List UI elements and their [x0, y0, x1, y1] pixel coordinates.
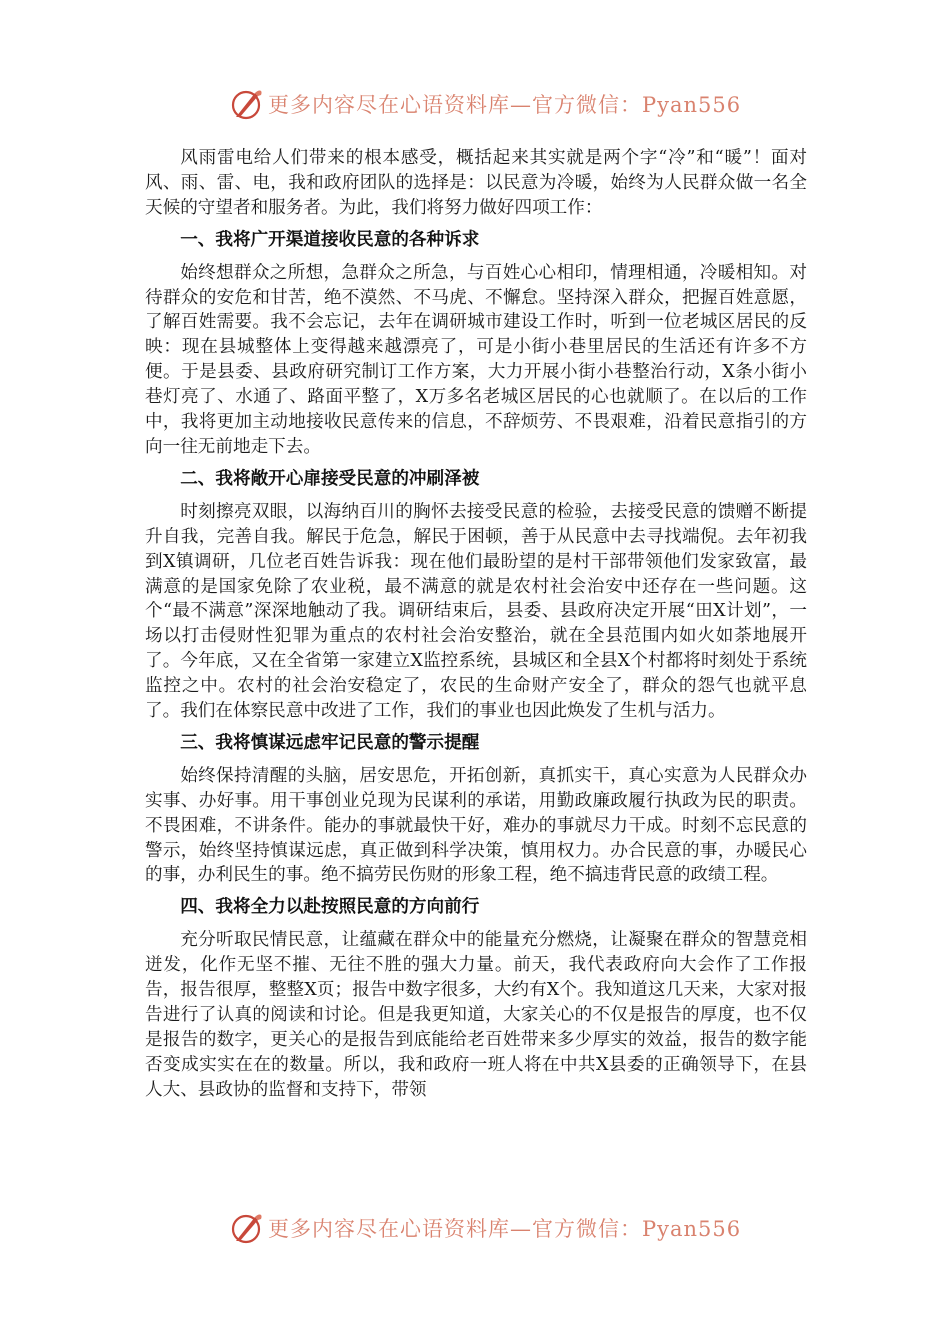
header-watermark	[228, 84, 748, 124]
section-body-3: 始终保持清醒的头脑，居安思危，开拓创新，真抓实干，真心实意为人民群众办实事、办好事。用干事创业兑现为民谋利的承诺，用勤政廉政履行执政为民的职责。不畏困难，不讲条件。能办的事就最快干好，难办的事就尽力干成。时刻不忘民意的警示，始终坚持慎谋远虑，真正做到科学决策，慎用权力。办合民意的事，办暖民心的事，办利民生的事。绝不搞劳民伤财的形象工程，绝不搞违背民意的政绩工程。	[145, 765, 807, 886]
section-heading-3: 三、我将慎谋远虑牢记民意的警示提醒	[180, 732, 480, 753]
footer-watermark	[228, 1208, 748, 1248]
quill-logo-icon	[228, 1210, 264, 1246]
section-body-2: 时刻擦亮双眼，以海纳百川的胸怀去接受民意的检验，去接受民意的馈赠不断提升自我，完善自我。解民于危急，解民于困顿，善于从民意中去寻找端倪。去年初我到X镇调研，几位老百姓告诉我：现在他们最盼望的是村干部带领他们发家致富，最满意的是国家免除了农业税，最不满意的就是农村社会治安中还存在一些问题。这个“最不满意”深深地触动了我。调研结束后，县委、县政府决定开展“田X计划”，一场以打击侵财性犯罪为重点的农村社会治安整治，就在全县范围内如火如荼地展开了。今年底，又在全省第一家建立X监控系统，县城区和全县X个村都将时刻处于系统监控之中。农村的社会治安稳定了，农民的生命财产安全了，群众的怨气也就平息了。我们在体察民意中改进了工作，我们的事业也因此焕发了生机与活力。	[145, 501, 807, 722]
watermark-text: 更多内容尽在心语资料库—官方微信：Pyan556	[268, 93, 742, 117]
section-body-1: 始终想群众之所想，急群众之所急，与百姓心心相印，情理相通，冷暖相知。对待群众的安危和甘苦，绝不漠然、不马虎、不懈怠。坚持深入群众，把握百姓意愿，了解百姓需要。我不会忘记，去年在调研城市建设工作时，听到一位老城区居民的反映：现在县城整体上变得越来越漂亮了，可是小街小巷里居民的生活还有许多不方便。于是县委、县政府研究制订工作方案，大力开展小街小巷整治行动，X条小街小巷灯亮了、水通了、路面平整了，X万多名老城区居民的心也就顺了。在以后的工作中，我将更加主动地接收民意传来的信息，不辞烦劳、不畏艰难，沿着民意指引的方向一往无前地走下去。	[145, 262, 807, 457]
section-heading-1: 一、我将广开渠道接收民意的各种诉求	[180, 229, 480, 250]
section-heading-4: 四、我将全力以赴按照民意的方向前行	[180, 897, 480, 918]
quill-logo-icon	[228, 86, 264, 122]
section-heading-2: 二、我将敞开心扉接受民意的冲刷泽被	[180, 468, 480, 489]
intro-paragraph: 风雨雷电给人们带来的根本感受，概括起来其实就是两个字“冷”和“暖”！面对风、雨、雷、电，我和政府团队的选择是：以民意为冷暖，始终为人民群众做一名全天候的守望者和服务者。为此，我们将努力做好四项工作：	[145, 148, 807, 218]
section-body-4: 充分听取民情民意，让蕴藏在群众中的能量充分燃烧，让凝聚在群众的智慧竞相迸发，化作无坚不摧、无往不胜的强大力量。前天，我代表政府向大会作了工作报告，报告很厚，整整X页；报告中数字很多，大约有X个。我知道这几天来，大家对报告进行了认真的阅读和讨论。但是我更知道，大家关心的不仅是报告的厚度，也不仅是报告的数字，更关心的是报告到底能给老百姓带来多少厚实的效益，报告的数字能否变成实实在在的数量。所以，我和政府一班人将在中共X县委的正确领导下，在县人大、县政协的监督和支持下，带领	[145, 930, 807, 1100]
watermark-text: 更多内容尽在心语资料库—官方微信：Pyan556	[268, 1217, 742, 1241]
document-body	[145, 146, 807, 1103]
